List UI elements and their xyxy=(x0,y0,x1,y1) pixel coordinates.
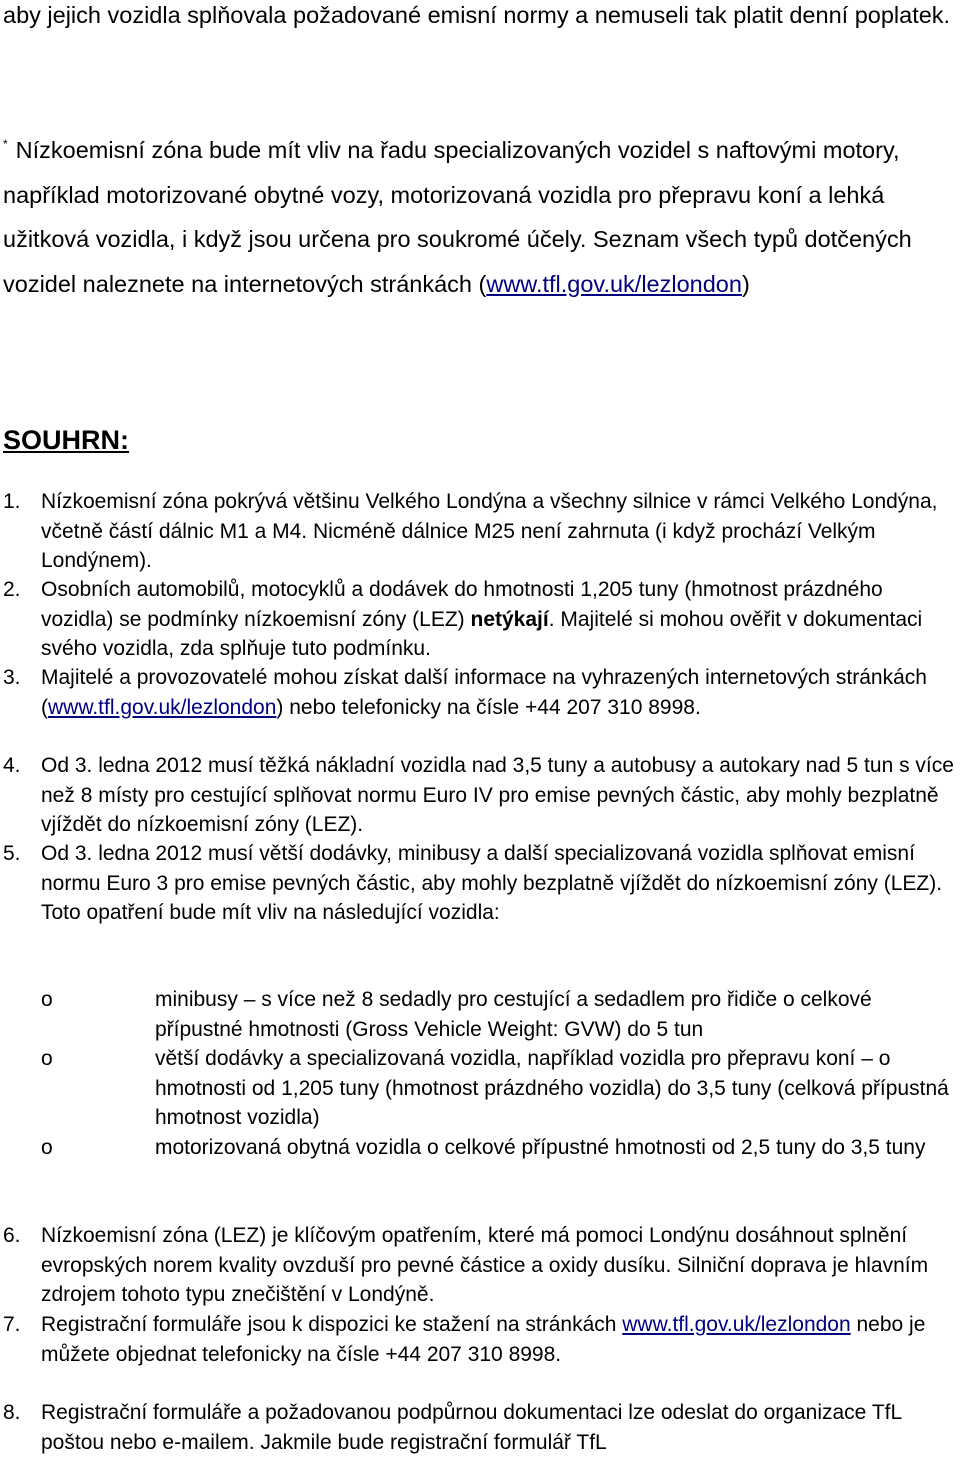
summary-heading: SOUHRN: xyxy=(3,425,129,455)
list-item-number: 2. xyxy=(3,578,21,601)
tfl-lez-link[interactable]: www.tfl.gov.uk/lezlondon xyxy=(486,270,742,297)
footnote-marker: * xyxy=(3,137,8,151)
list-item-text-part: . Majitelé si mohou ověřit v dokumentaci svého vozidla, zda splňuje tuto podmínku. xyxy=(41,607,923,661)
sub-list-item-text: minibusy – s více než 8 sedadly pro cestující a sedadlem pro řidiče o celkové přípustné hmotnosti (Gross Vehicle Weight: GVW) do 5 tun xyxy=(155,988,872,1041)
list-item-text-part: ) nebo telefonicky na čísle +44 207 310 8998. xyxy=(276,695,701,719)
list-item-text-part: nebo je můžete objednat telefonicky na čísle +44 207 310 8998. xyxy=(41,1313,926,1366)
footnote-text: Nízkoemisní zóna bude mít vliv na řadu specializovaných vozidel s naftovými motory, například motorizované obytné vozy, motorizovaná vozidla pro přepravu koní a lehká užitková vozidla, i když jsou určena pro soukromé účely. Seznam všech typů dotčených vozidel naleznete na internetových stránkách ( xyxy=(3,137,912,297)
list-item-text xyxy=(41,663,956,722)
tfl-lez-link[interactable]: www.tfl.gov.uk/lezlondon xyxy=(48,695,277,719)
list-item-number: 6. xyxy=(3,1224,21,1247)
list-item-text: Od 3. ledna 2012 musí těžká nákladní vozidla nad 3,5 tuny a autobusy a autokary nad 5 tun s více než 8 místy pro cestující splňovat normu Euro IV pro emise pevných částic, aby mohly bezplatně vjíždět do nízkoemisní zóny (LEZ). xyxy=(41,754,954,837)
list-item-text-part: Osobních automobilů, motocyklů a dodávek do hmotnosti 1,205 tuny (hmotnost prázdného vozidla) se podmínky nízkoemisní zóny (LEZ) xyxy=(41,578,883,631)
list-item-text: Registrační formuláře a požadovanou podpůrnou dokumentaci lze odeslat do organizace TfL poštou nebo e-mailem. Jakmile bude registrační formulář TfL xyxy=(41,1401,902,1454)
bullet-marker: o xyxy=(41,1136,53,1159)
sub-list-item-text: větší dodávky a specializovaná vozidla, například vozidla pro přepravu koní – o hmotnosti od 1,205 tuny (hmotnost prázdného vozidla) do 3,5 tuny (celková přípustná hmotnost vozidla) xyxy=(155,1047,949,1130)
list-item-number: 8. xyxy=(3,1401,21,1424)
list-item-number: 5. xyxy=(3,842,21,865)
list-item-text: Od 3. ledna 2012 musí větší dodávky, minibusy a další specializovaná vozidla splňovat emisní normu Euro 3 pro emise pevných částic, aby mohly bezplatně vjíždět do nízkoemisní zóny (LEZ). Toto opatření bude mít vliv na následující vozidla: xyxy=(41,842,943,925)
list-item-number: 4. xyxy=(3,754,21,777)
list-item-text: Nízkoemisní zóna pokrývá většinu Velkého Londýna a všechny silnice v rámci Velkého Londýna, včetně částí dálnic M1 a M4. Nicméně dálnice M25 není zahrnuta (i když prochází Velkým Londýnem). xyxy=(41,490,938,573)
list-item-text: Nízkoemisní zóna (LEZ) je klíčovým opatřením, které má pomoci Londýnu dosáhnout splnění evropských norem kvality ovzduší pro pevné částice a oxidy dusíku. Silniční doprava je hlavním zdrojem tohoto typu znečištění v Londýně. xyxy=(41,1224,929,1307)
list-item-text xyxy=(41,575,956,664)
footnote-text-end: ) xyxy=(741,270,750,297)
list-item-number: 3. xyxy=(3,666,21,689)
list-item-text-part: Majitelé a provozovatelé mohou získat další informace na vyhrazených internetových stránkách ( xyxy=(41,666,927,719)
list-item-number: 7. xyxy=(3,1313,21,1336)
emphasis-text: netýkají xyxy=(470,607,549,631)
sub-list-item-text: motorizovaná obytná vozidla o celkové přípustné hmotnosti od 2,5 tuny do 3,5 tuny xyxy=(155,1136,926,1159)
footnote-paragraph xyxy=(3,128,955,306)
bullet-marker: o xyxy=(41,988,53,1011)
tfl-lez-link[interactable]: www.tfl.gov.uk/lezlondon xyxy=(622,1313,851,1336)
list-item-text-part: Registrační formuláře jsou k dispozici ke stažení na stránkách xyxy=(41,1313,623,1336)
bullet-marker: o xyxy=(41,1047,53,1070)
intro-paragraph-continuation: aby jejich vozidla splňovala požadované emisní normy a nemuseli tak platit denní poplatek. xyxy=(3,2,951,28)
list-item-text xyxy=(41,1310,956,1369)
list-item-number: 1. xyxy=(3,490,21,513)
